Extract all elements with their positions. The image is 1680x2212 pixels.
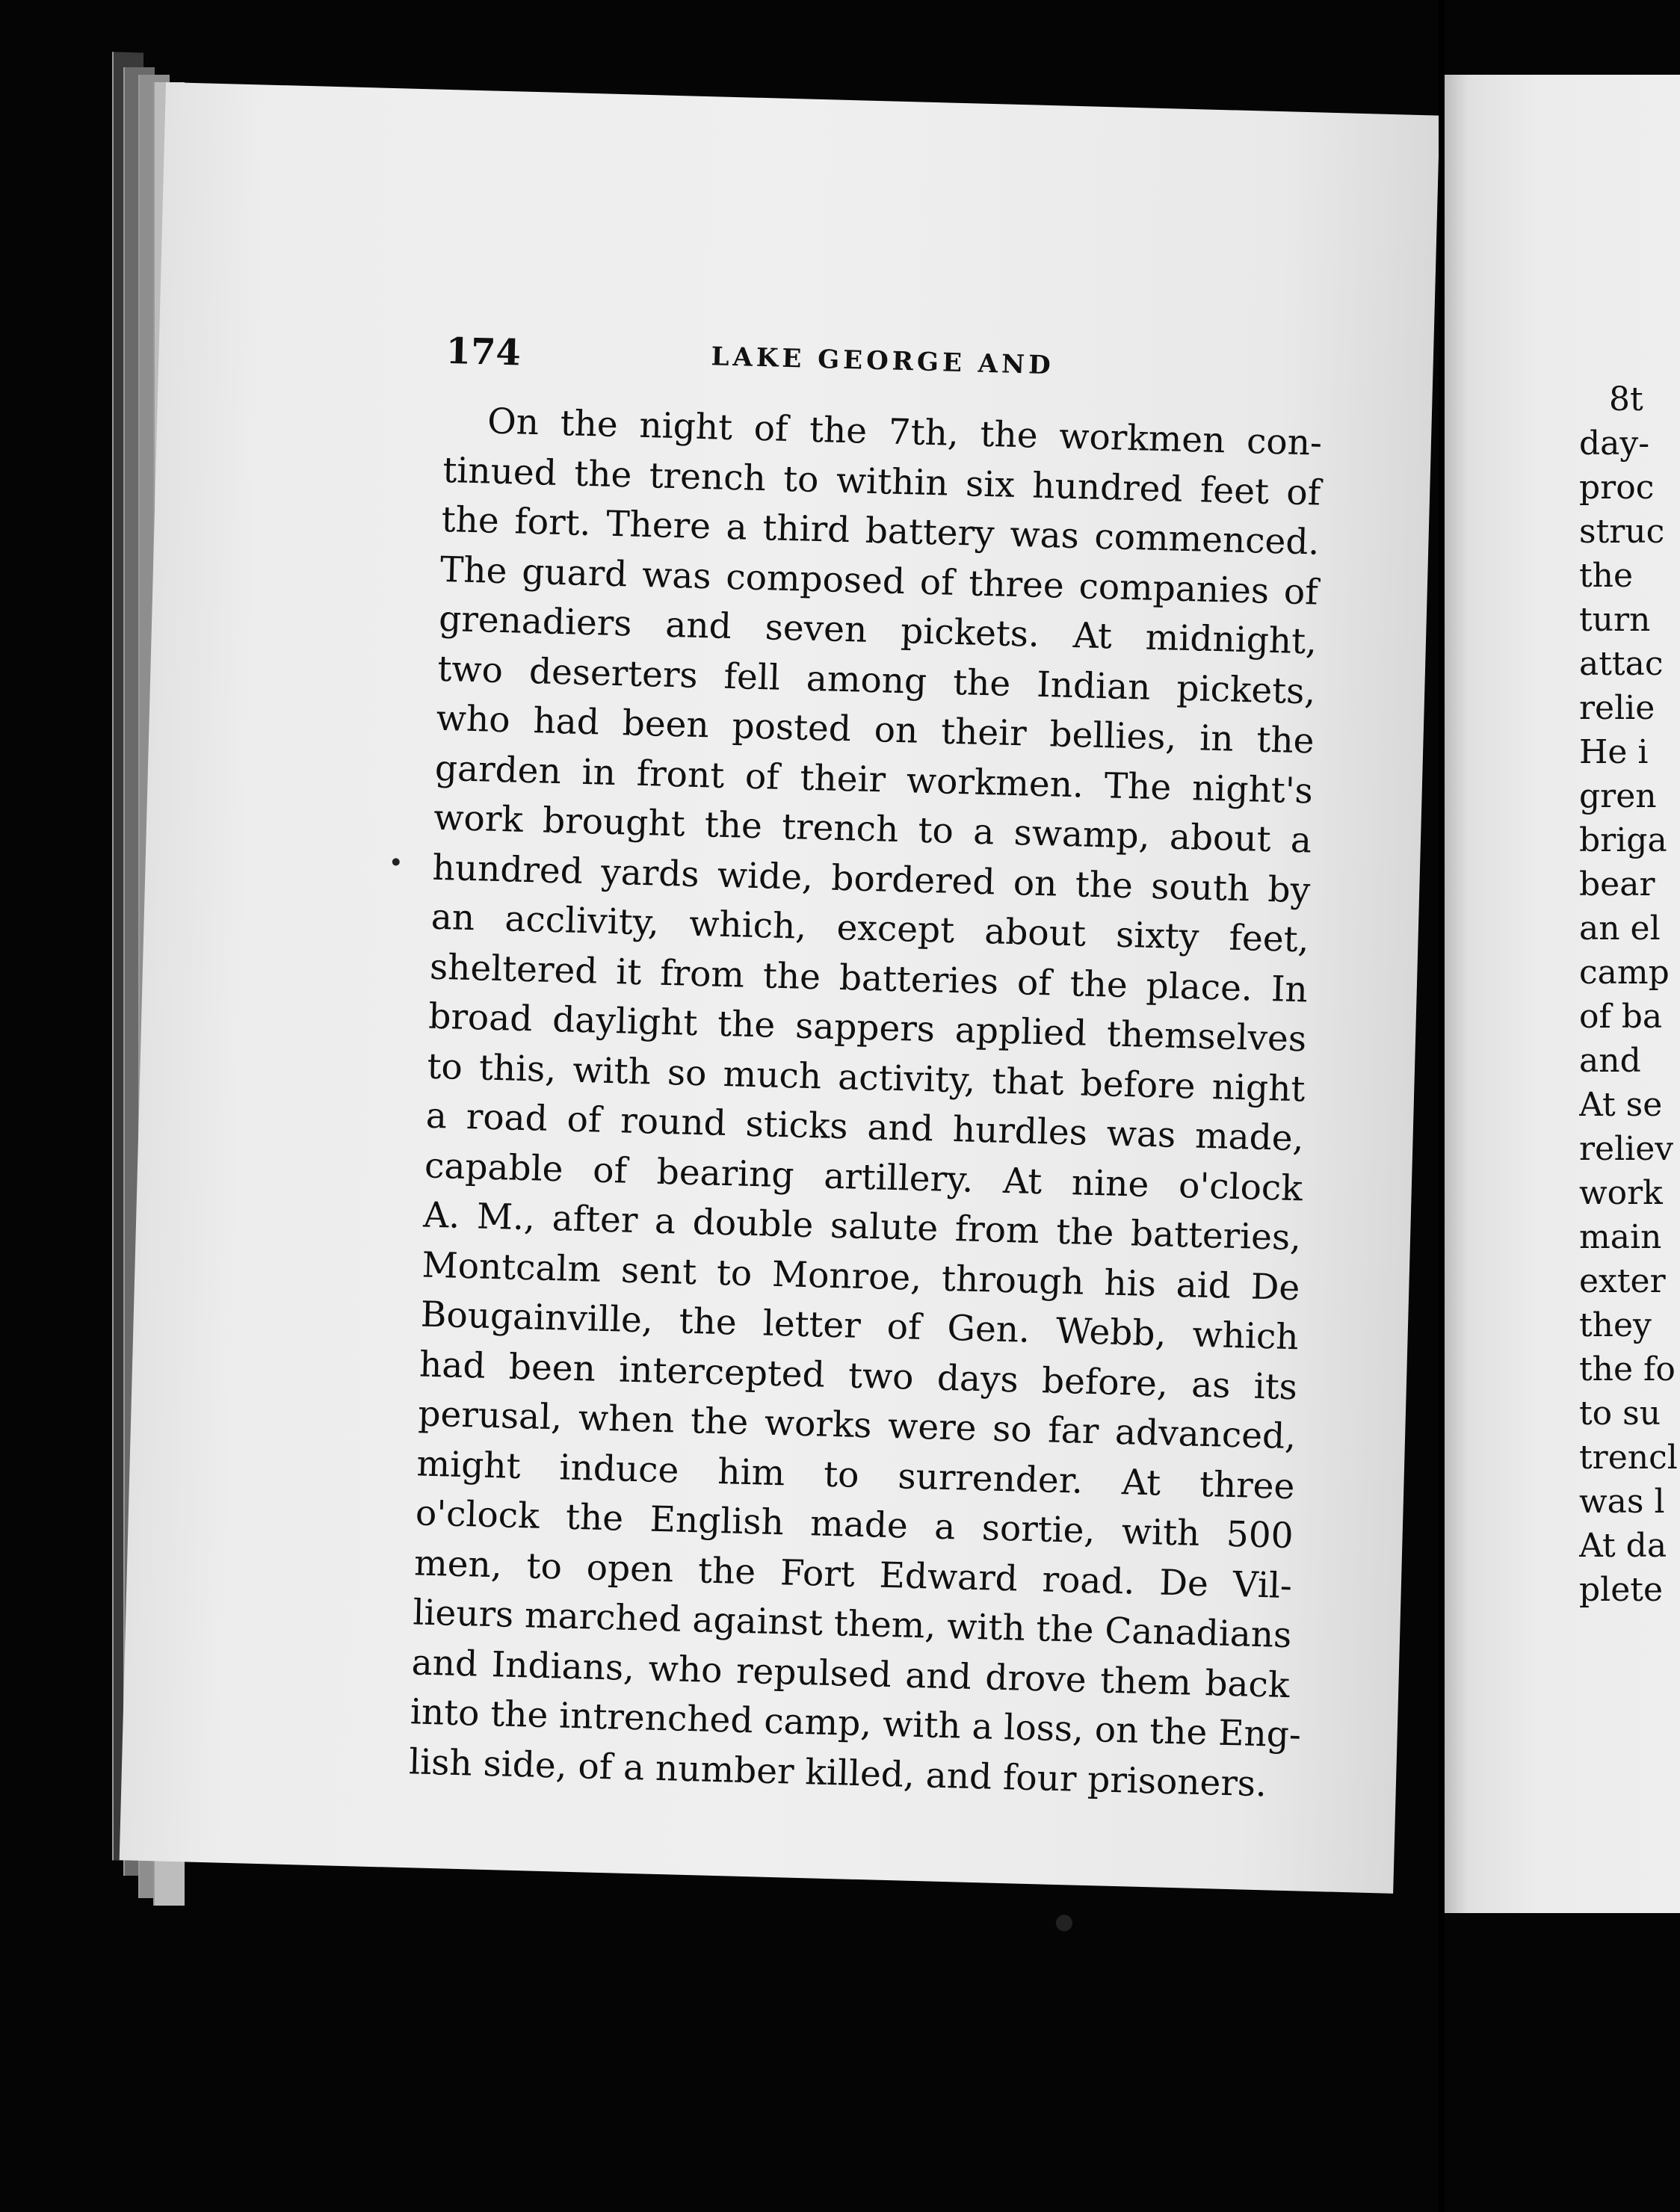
text-line: lish side, of a number killed, and four prisoners. (408, 1740, 1267, 1805)
text-line: an acclivity, which, except about sixty feet, (430, 896, 1310, 961)
text-line: of ba (1579, 998, 1663, 1036)
text-line: exter (1579, 1262, 1666, 1300)
text-line: struc (1579, 513, 1665, 551)
text-line: A. M., after a double salute from the batteries, (422, 1194, 1302, 1259)
text-line: trencl (1579, 1439, 1678, 1477)
text-line: proc (1579, 469, 1655, 507)
text-line: turn (1579, 601, 1651, 639)
text-line: He i (1579, 733, 1649, 771)
text-line: plete (1579, 1571, 1663, 1609)
text-line: day- (1579, 424, 1650, 463)
text-line: gren (1579, 777, 1657, 815)
right-page-text (1579, 377, 1680, 1612)
ink-speck (1056, 1915, 1073, 1932)
text-line: the fort. There a third battery was commenced. (441, 498, 1321, 563)
text-line: At da (1579, 1527, 1667, 1565)
book-gutter (1439, 0, 1445, 2212)
text-line: On the night of the 7th, the workmen con- (487, 401, 1323, 464)
text-line: work (1579, 1174, 1663, 1212)
text-line: broad daylight the sappers applied themselves (427, 995, 1307, 1060)
text-line: relie (1579, 689, 1655, 727)
text-line: to this, with so much activity, that before night (426, 1045, 1306, 1110)
text-line: was l (1579, 1483, 1665, 1521)
text-line: the (1579, 557, 1634, 595)
text-line: and Indians, who repulsed and drove them back (411, 1641, 1291, 1706)
text-line: The guard was composed of three companies of (439, 549, 1319, 614)
text-line: o'clock the English made a sortie, with 500 (415, 1492, 1294, 1557)
text-line: Montcalm sent to Monroe, through his aid De (421, 1244, 1301, 1309)
text-line: hundred yards wide, bordered on the south by (431, 847, 1311, 911)
text-line: and (1579, 1042, 1641, 1080)
text-line: to su (1579, 1394, 1661, 1433)
text-line: grenadiers and seven pickets. At midnight, (438, 598, 1318, 663)
text-line: lieurs marched against them, with the Canadians (412, 1592, 1292, 1657)
text-line: reliev (1579, 1130, 1674, 1168)
text-line: perusal, when the works were so far advanced, (417, 1393, 1297, 1458)
text-line: garden in front of their workmen. The night's (434, 747, 1314, 812)
page-number: 174 (445, 330, 522, 374)
running-head-title: LAKE GEORGE AND (711, 342, 1055, 381)
text-line: main (1579, 1218, 1662, 1256)
page-body-text (408, 396, 1322, 1810)
text-line: At se (1579, 1086, 1663, 1124)
left-page (120, 82, 1440, 1894)
text-line: Bougainville, the letter of Gen. Webb, which (420, 1294, 1300, 1359)
text-line: had been intercepted two days before, as its (419, 1343, 1298, 1408)
text-line: tinued the trench to within six hundred feet of (442, 449, 1321, 514)
ink-speck (392, 858, 400, 865)
text-line: who had been posted on their bellies, in the (436, 697, 1315, 762)
text-line: might induce him to surrender. At three (416, 1442, 1296, 1507)
text-line: 8t (1609, 380, 1643, 418)
text-line: into the intrenched camp, with a loss, on the Eng- (410, 1691, 1302, 1756)
text-line: camp (1579, 954, 1670, 992)
running-head (445, 330, 1418, 408)
text-line: the fo (1579, 1350, 1676, 1388)
text-line: men, to open the Fort Edward road. De Vil- (413, 1542, 1293, 1607)
text-line: briga (1579, 821, 1667, 859)
text-line: sheltered it from the batteries of the place. In (429, 946, 1309, 1010)
text-line: two deserters fell among the Indian pickets, (436, 648, 1316, 713)
text-line: a road of round sticks and hurdles was made, (425, 1095, 1305, 1160)
text-line: they (1579, 1306, 1652, 1344)
text-line: attac (1579, 645, 1664, 683)
text-line: work brought the trench to a swamp, about a (433, 797, 1312, 862)
text-line: capable of bearing artillery. At nine o'clock (424, 1145, 1303, 1209)
text-line: bear (1579, 865, 1655, 903)
text-line: an el (1579, 909, 1661, 948)
